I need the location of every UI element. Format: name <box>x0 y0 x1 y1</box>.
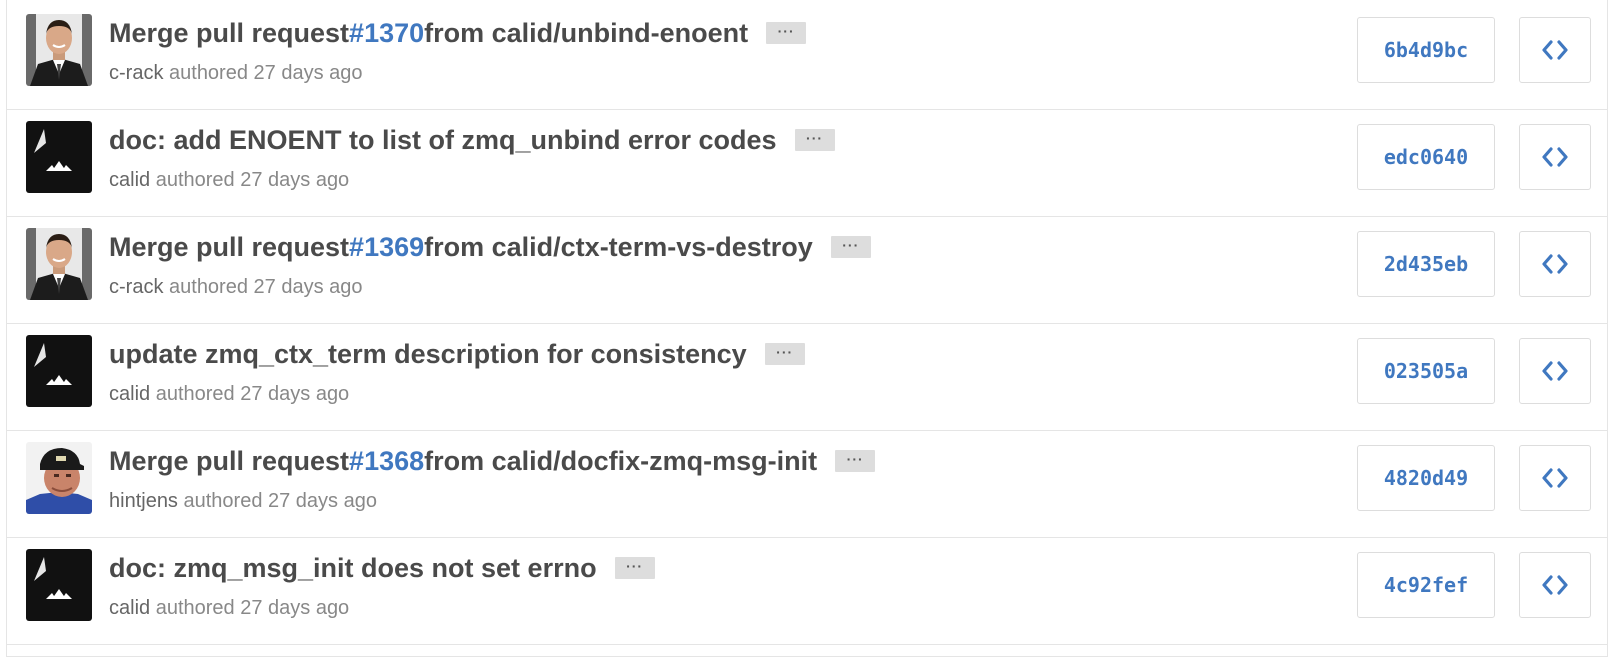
commit-row <box>7 321 1607 431</box>
expand-message-button[interactable]: ··· <box>831 236 871 258</box>
authored-time: authored 27 days ago <box>150 597 350 619</box>
pull-request-link[interactable]: #1369 <box>349 231 425 262</box>
commit-message-suffix[interactable]: from calid/docfix-zmq-msg-init <box>424 445 818 476</box>
author-avatar[interactable] <box>26 14 92 86</box>
expand-message-button[interactable]: ··· <box>835 450 875 472</box>
commit-title <box>109 16 806 50</box>
commit-message-suffix[interactable]: from calid/ctx-term-vs-destroy <box>424 231 813 262</box>
suit-man-avatar <box>26 14 92 86</box>
commit-row <box>7 428 1607 538</box>
browse-code-button[interactable] <box>1519 17 1591 83</box>
expand-message-button[interactable]: ··· <box>765 343 805 365</box>
code-icon <box>1542 467 1568 489</box>
author-link[interactable]: c-rack <box>109 62 164 84</box>
commit-meta <box>109 383 349 406</box>
author-link[interactable]: calid <box>109 169 151 191</box>
author-avatar[interactable] <box>26 228 92 300</box>
author-avatar[interactable] <box>26 549 92 621</box>
dark-default-avatar <box>26 335 92 407</box>
cap-man-avatar <box>26 442 92 514</box>
code-icon <box>1542 39 1568 61</box>
commit-row <box>7 107 1607 217</box>
authored-time: authored 27 days ago <box>150 383 350 405</box>
author-avatar[interactable] <box>26 442 92 514</box>
commit-sha-button[interactable]: edc0640 <box>1357 124 1495 190</box>
commit-meta <box>109 597 349 620</box>
suit-man-avatar <box>26 228 92 300</box>
commit-list <box>6 0 1608 657</box>
browse-code-button[interactable] <box>1519 445 1591 511</box>
author-link[interactable]: calid <box>109 597 151 619</box>
authored-time: authored 27 days ago <box>163 276 363 298</box>
commit-row <box>7 0 1607 110</box>
commit-sha-button[interactable]: 4c92fef <box>1357 552 1495 618</box>
commit-title <box>109 230 871 264</box>
commit-meta <box>109 276 363 299</box>
browse-code-button[interactable] <box>1519 231 1591 297</box>
pull-request-link[interactable]: #1368 <box>349 445 425 476</box>
author-avatar[interactable] <box>26 121 92 193</box>
authored-time: authored 27 days ago <box>177 490 377 512</box>
author-link[interactable]: calid <box>109 383 151 405</box>
commit-title <box>109 444 875 478</box>
commit-sha-button[interactable]: 2d435eb <box>1357 231 1495 297</box>
browse-code-button[interactable] <box>1519 552 1591 618</box>
code-icon <box>1542 146 1568 168</box>
commit-title <box>109 123 835 157</box>
commit-message[interactable]: Merge pull request <box>109 445 350 476</box>
commit-message[interactable]: Merge pull request <box>109 17 350 48</box>
commit-meta <box>109 490 377 513</box>
commit-meta <box>109 169 349 192</box>
commit-sha-button[interactable]: 023505a <box>1357 338 1495 404</box>
pull-request-link[interactable]: #1370 <box>349 17 425 48</box>
commit-sha-button[interactable]: 4820d49 <box>1357 445 1495 511</box>
author-link[interactable]: hintjens <box>109 490 178 512</box>
commit-message[interactable]: doc: add ENOENT to list of zmq_unbind error codes <box>109 124 777 155</box>
commit-message[interactable]: doc: zmq_msg_init does not set errno <box>109 552 597 583</box>
code-icon <box>1542 574 1568 596</box>
browse-code-button[interactable] <box>1519 124 1591 190</box>
code-icon <box>1542 360 1568 382</box>
authored-time: authored 27 days ago <box>163 62 363 84</box>
expand-message-button[interactable]: ··· <box>766 22 806 44</box>
expand-message-button[interactable]: ··· <box>615 557 655 579</box>
commit-message[interactable]: update zmq_ctx_term description for consistency <box>109 338 747 369</box>
commit-message[interactable]: Merge pull request <box>109 231 350 262</box>
commit-message-suffix[interactable]: from calid/unbind-enoent <box>424 17 749 48</box>
author-avatar[interactable] <box>26 335 92 407</box>
dark-default-avatar <box>26 121 92 193</box>
code-icon <box>1542 253 1568 275</box>
authored-time: authored 27 days ago <box>150 169 350 191</box>
commit-title <box>109 337 805 371</box>
commit-meta <box>109 62 363 85</box>
author-link[interactable]: c-rack <box>109 276 164 298</box>
browse-code-button[interactable] <box>1519 338 1591 404</box>
commit-row <box>7 535 1607 645</box>
commit-row <box>7 214 1607 324</box>
commit-title <box>109 551 655 585</box>
expand-message-button[interactable]: ··· <box>795 129 835 151</box>
commit-sha-button[interactable]: 6b4d9bc <box>1357 17 1495 83</box>
dark-default-avatar <box>26 549 92 621</box>
